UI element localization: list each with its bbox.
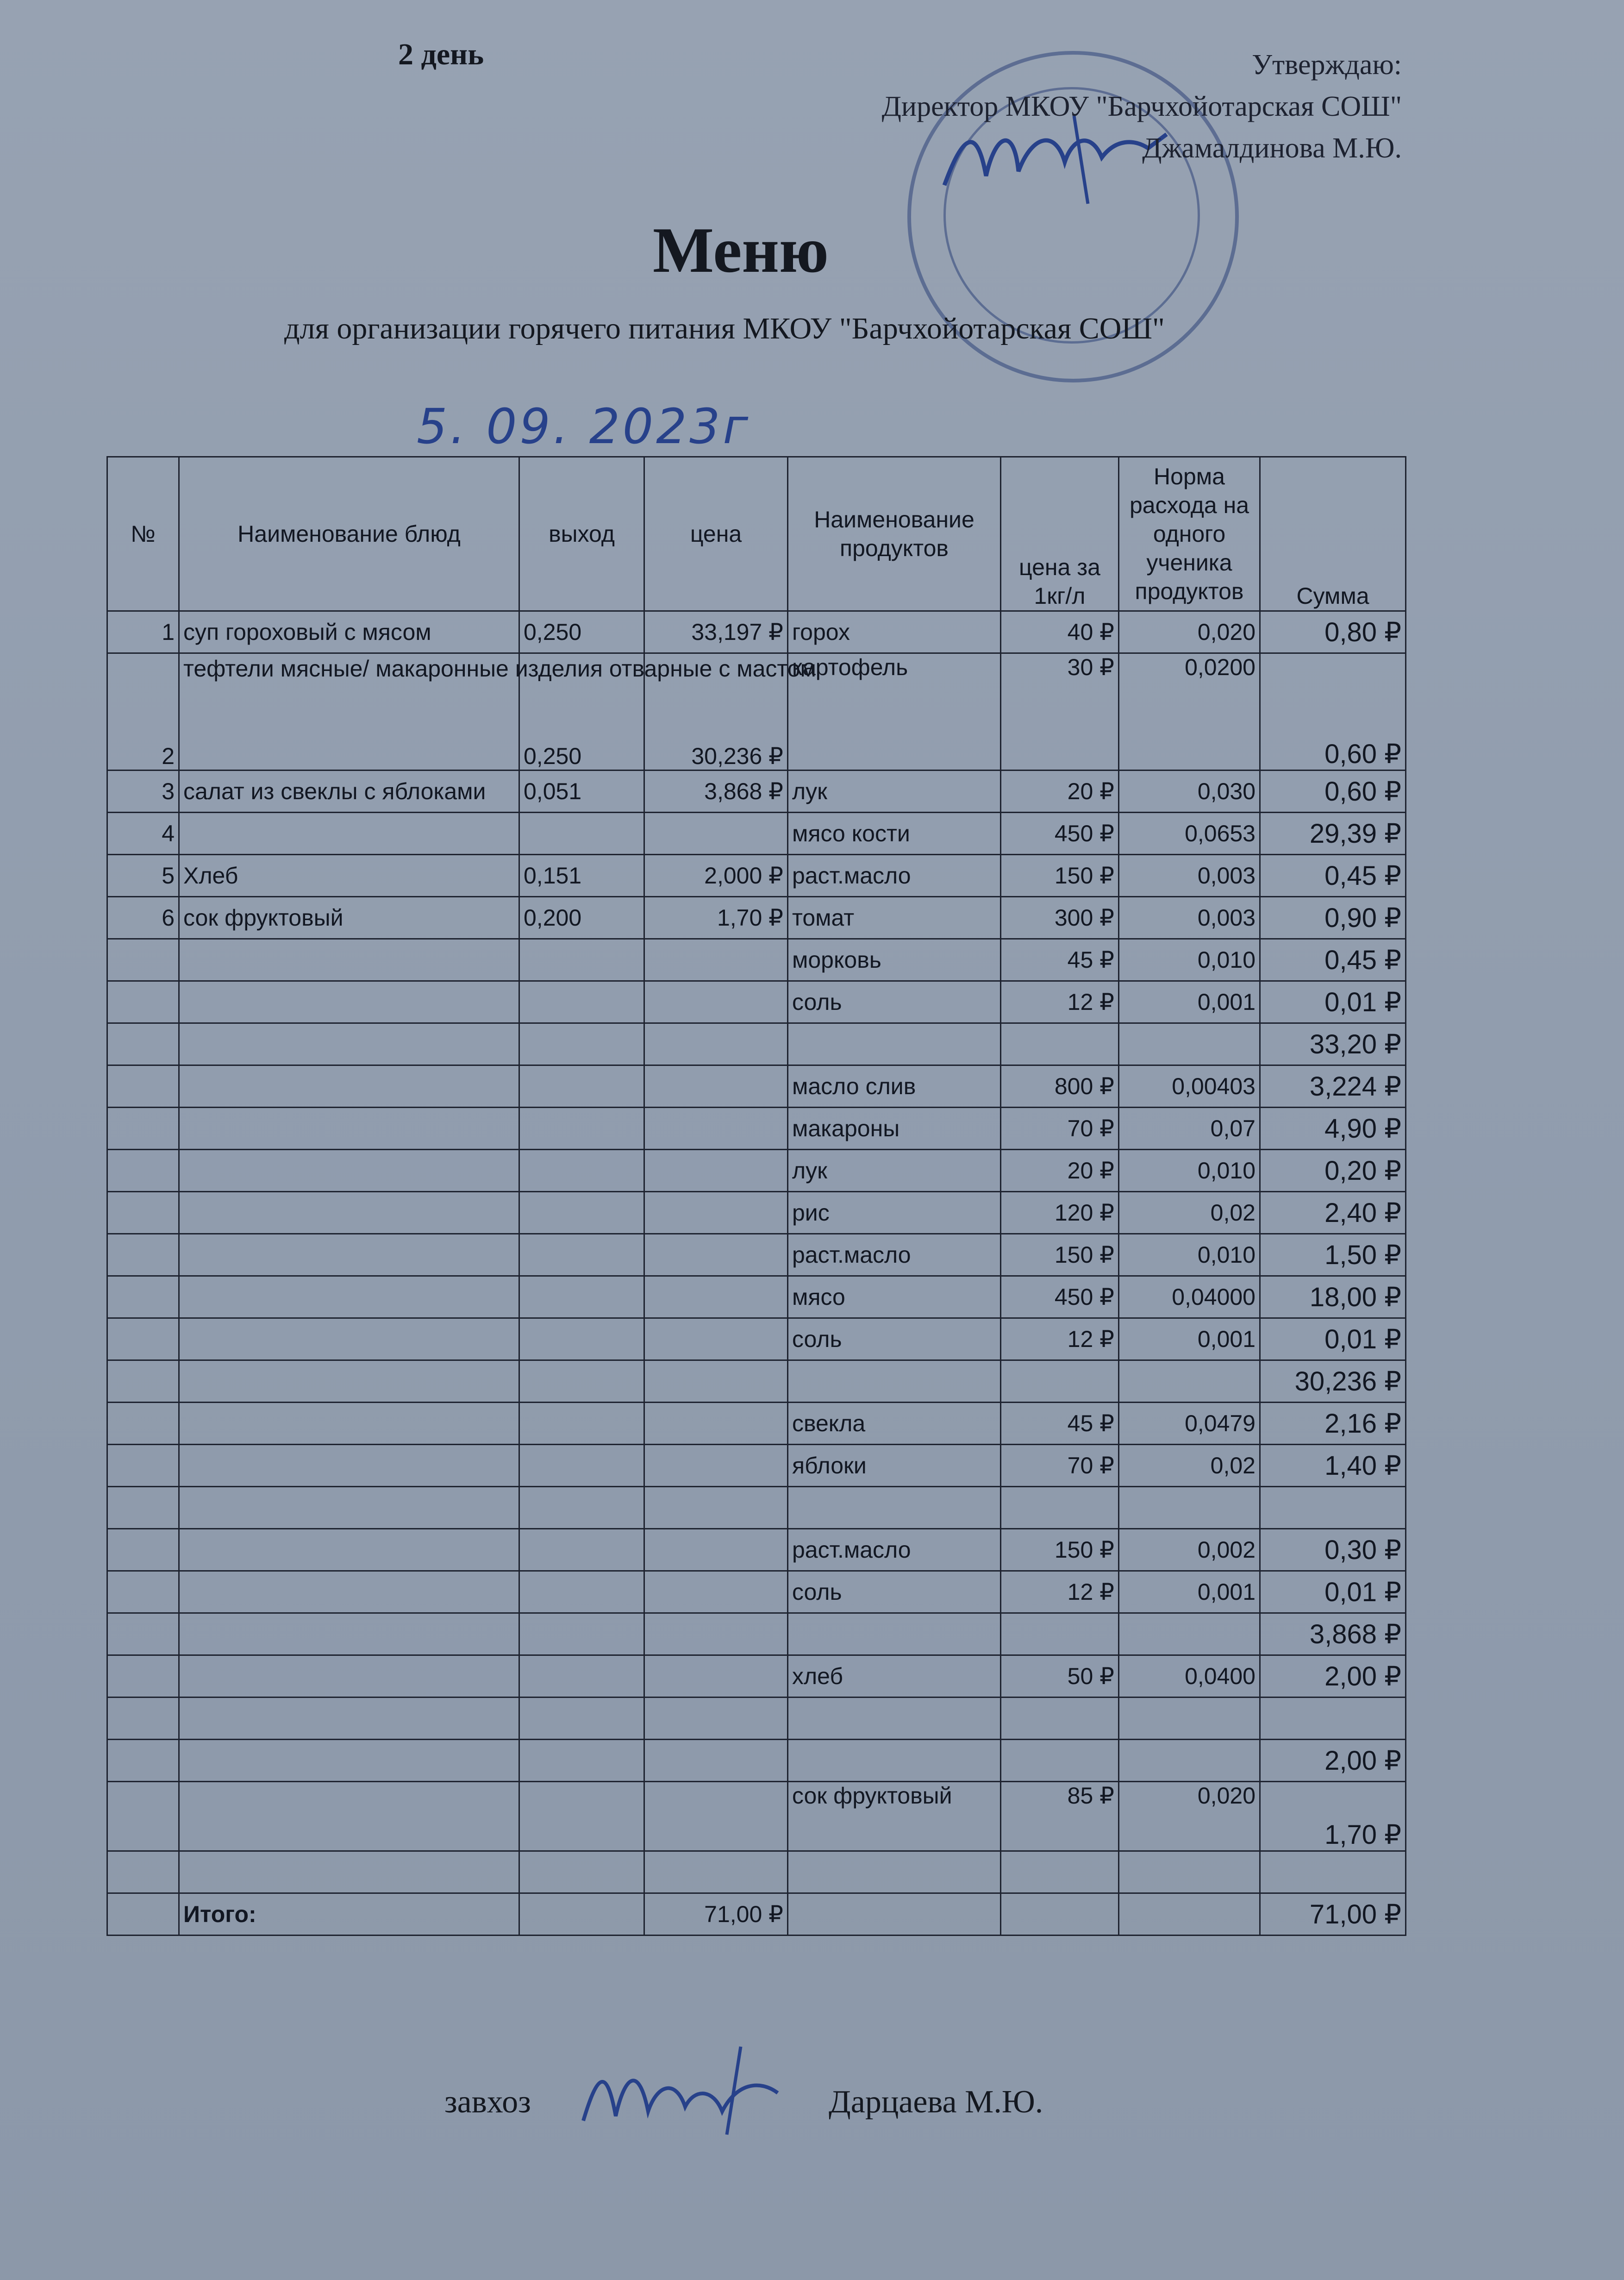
cell-price-kg: 70 ₽ <box>1001 1108 1119 1150</box>
cell-product: лук <box>788 770 1001 813</box>
cell-sum: 0,01 ₽ <box>1260 981 1406 1023</box>
cell-price <box>644 981 788 1023</box>
cell-num <box>107 1108 179 1150</box>
cell-product: соль <box>788 981 1001 1023</box>
cell-norm: 0,0479 <box>1119 1403 1260 1445</box>
cell-dish <box>179 1234 519 1276</box>
cell-dish <box>179 1360 519 1403</box>
cell-price <box>644 1571 788 1613</box>
cell-dish: тефтели мясные/ макаронные изделия отварные с мастом <box>179 653 519 770</box>
cell-dish: сок фруктовый <box>179 897 519 939</box>
cell-output <box>519 1023 644 1065</box>
table-row <box>107 939 1406 981</box>
cell-output <box>519 1065 644 1108</box>
cell-norm: 0,0400 <box>1119 1655 1260 1697</box>
cell-output <box>519 1782 644 1851</box>
cell-dish <box>179 1613 519 1655</box>
cell-num <box>107 1851 179 1893</box>
table-row <box>107 653 1406 770</box>
cell-dish <box>179 1571 519 1613</box>
cell-price-kg: 45 ₽ <box>1001 939 1119 981</box>
cell-sum: 2,40 ₽ <box>1260 1192 1406 1234</box>
cell-price-kg: 150 ₽ <box>1001 1529 1119 1571</box>
cell-price <box>644 1108 788 1150</box>
cell-dish <box>179 1697 519 1740</box>
cell-norm <box>1119 1613 1260 1655</box>
cell-num <box>107 1893 179 1935</box>
cell-price-kg: 300 ₽ <box>1001 897 1119 939</box>
table-row <box>107 1403 1406 1445</box>
cell-price <box>644 1192 788 1234</box>
cell-output <box>519 1655 644 1697</box>
cell-output <box>519 1571 644 1613</box>
cell-norm: 0,020 <box>1119 611 1260 653</box>
cell-sum: 0,20 ₽ <box>1260 1150 1406 1192</box>
cell-norm: 0,010 <box>1119 1234 1260 1276</box>
cell-norm: 0,0200 <box>1119 653 1260 770</box>
cell-output <box>519 1403 644 1445</box>
cell-price-kg: 12 ₽ <box>1001 981 1119 1023</box>
cell-price-kg: 120 ₽ <box>1001 1192 1119 1234</box>
cell-product: раст.масло <box>788 855 1001 897</box>
cell-price <box>644 1023 788 1065</box>
cell-price-kg: 150 ₽ <box>1001 855 1119 897</box>
cell-price: 30,236 ₽ <box>644 653 788 770</box>
cell-product: рис <box>788 1192 1001 1234</box>
cell-dish <box>179 1529 519 1571</box>
cell-output: 0,200 <box>519 897 644 939</box>
cell-sum: 0,45 ₽ <box>1260 855 1406 897</box>
cell-sum: 0,45 ₽ <box>1260 939 1406 981</box>
header-price-kg: цена за 1кг/л <box>1001 457 1119 611</box>
cell-price: 1,70 ₽ <box>644 897 788 939</box>
cell-price-kg: 12 ₽ <box>1001 1571 1119 1613</box>
cell-price <box>644 1150 788 1192</box>
cell-sum: 1,40 ₽ <box>1260 1445 1406 1487</box>
cell-price <box>644 1655 788 1697</box>
cell-price-kg <box>1001 1613 1119 1655</box>
cell-num <box>107 939 179 981</box>
table-row <box>107 1108 1406 1150</box>
cell-norm: 0,003 <box>1119 855 1260 897</box>
cell-price-kg: 800 ₽ <box>1001 1065 1119 1108</box>
cell-dish <box>179 1318 519 1360</box>
cell-output: 0,250 <box>519 611 644 653</box>
cell-num <box>107 1403 179 1445</box>
cell-price-kg: 450 ₽ <box>1001 1276 1119 1318</box>
footer-name: Дарцаева М.Ю. <box>829 2084 1043 2120</box>
cell-dish <box>179 1276 519 1318</box>
cell-norm <box>1119 1023 1260 1065</box>
cell-sum: 0,60 ₽ <box>1260 653 1406 770</box>
cell-norm: 0,030 <box>1119 770 1260 813</box>
total-sum: 71,00 ₽ <box>1260 1893 1406 1935</box>
total-label: Итого: <box>179 1893 519 1935</box>
table-row <box>107 981 1406 1023</box>
cell-num: 6 <box>107 897 179 939</box>
cell-price-kg <box>1001 1740 1119 1782</box>
cell-dish <box>179 1192 519 1234</box>
cell-product: морковь <box>788 939 1001 981</box>
cell-sum <box>1260 1487 1406 1529</box>
cell-dish <box>179 1740 519 1782</box>
cell-price-kg: 85 ₽ <box>1001 1782 1119 1851</box>
cell-num <box>107 1192 179 1234</box>
cell-price <box>644 1065 788 1108</box>
cell-dish <box>179 1023 519 1065</box>
cell-output: 0,051 <box>519 770 644 813</box>
cell-num: 5 <box>107 855 179 897</box>
handwritten-date: 5. 09. 2023г <box>417 398 751 455</box>
table-row <box>107 1655 1406 1697</box>
cell-product: свекла <box>788 1403 1001 1445</box>
cell-output <box>519 1740 644 1782</box>
cell-price <box>644 1318 788 1360</box>
cell-product: томат <box>788 897 1001 939</box>
header-product: Наименование продуктов <box>788 457 1001 611</box>
cell-product: сок фруктовый <box>788 1782 1001 1851</box>
cell-num <box>107 1571 179 1613</box>
cell-norm <box>1119 1487 1260 1529</box>
cell-price-kg: 50 ₽ <box>1001 1655 1119 1697</box>
cell-price-kg: 20 ₽ <box>1001 1150 1119 1192</box>
cell-output <box>519 1487 644 1529</box>
table-row <box>107 1697 1406 1740</box>
cell-sum: 0,90 ₽ <box>1260 897 1406 939</box>
cell-sum: 3,868 ₽ <box>1260 1613 1406 1655</box>
cell-dish <box>179 939 519 981</box>
cell-num <box>107 1613 179 1655</box>
cell-price <box>644 1234 788 1276</box>
footer-role: завхоз <box>444 2084 531 2120</box>
cell-price-kg <box>1001 1697 1119 1740</box>
cell-num <box>107 1782 179 1851</box>
menu-table <box>106 456 1406 1936</box>
table-row <box>107 611 1406 653</box>
cell-product <box>788 1697 1001 1740</box>
cell-dish <box>179 1851 519 1893</box>
cell-sum: 4,90 ₽ <box>1260 1108 1406 1150</box>
cell-price <box>644 1613 788 1655</box>
table-row <box>107 1529 1406 1571</box>
cell-product: мясо кости <box>788 813 1001 855</box>
cell-price-kg: 450 ₽ <box>1001 813 1119 855</box>
cell-price-kg: 12 ₽ <box>1001 1318 1119 1360</box>
cell-product <box>788 1893 1001 1935</box>
cell-num: 1 <box>107 611 179 653</box>
cell-sum <box>1260 1697 1406 1740</box>
cell-product: масло слив <box>788 1065 1001 1108</box>
cell-norm: 0,07 <box>1119 1108 1260 1150</box>
cell-price <box>644 1740 788 1782</box>
cell-output <box>519 813 644 855</box>
cell-dish <box>179 1065 519 1108</box>
cell-product <box>788 1023 1001 1065</box>
cell-output <box>519 1318 644 1360</box>
cell-num <box>107 1360 179 1403</box>
cell-sum: 1,50 ₽ <box>1260 1234 1406 1276</box>
header-norm: Норма расхода на одного ученика продуктов <box>1119 457 1260 611</box>
cell-price: 2,000 ₽ <box>644 855 788 897</box>
cell-product: соль <box>788 1318 1001 1360</box>
cell-num <box>107 1445 179 1487</box>
cell-num: 2 <box>107 653 179 770</box>
cell-product <box>788 1740 1001 1782</box>
table-row <box>107 1851 1406 1893</box>
cell-output <box>519 1851 644 1893</box>
cell-output <box>519 1893 644 1935</box>
header-price: цена <box>644 457 788 611</box>
cell-product: яблоки <box>788 1445 1001 1487</box>
cell-norm <box>1119 1697 1260 1740</box>
cell-sum: 0,80 ₽ <box>1260 611 1406 653</box>
table-row <box>107 1487 1406 1529</box>
table-row <box>107 1318 1406 1360</box>
approval-line-3: Джамалдинова М.Ю. <box>1142 132 1402 164</box>
cell-norm: 0,02 <box>1119 1445 1260 1487</box>
table-row <box>107 1234 1406 1276</box>
cell-norm: 0,010 <box>1119 1150 1260 1192</box>
cell-norm: 0,001 <box>1119 981 1260 1023</box>
cell-norm <box>1119 1740 1260 1782</box>
cell-price <box>644 1782 788 1851</box>
table-row <box>107 1782 1406 1851</box>
cell-price: 3,868 ₽ <box>644 770 788 813</box>
cell-num <box>107 1655 179 1697</box>
cell-num <box>107 1023 179 1065</box>
cell-dish <box>179 1487 519 1529</box>
cell-price-kg <box>1001 1023 1119 1065</box>
cell-product: раст.масло <box>788 1234 1001 1276</box>
approval-line-1: Утверждаю: <box>1252 49 1402 81</box>
cell-num: 3 <box>107 770 179 813</box>
cell-dish <box>179 1150 519 1192</box>
header-output: выход <box>519 457 644 611</box>
cell-output: 0,151 <box>519 855 644 897</box>
cell-output <box>519 1108 644 1150</box>
cell-sum: 3,224 ₽ <box>1260 1065 1406 1108</box>
cell-product: раст.масло <box>788 1529 1001 1571</box>
total-price: 71,00 ₽ <box>644 1893 788 1935</box>
cell-sum: 2,16 ₽ <box>1260 1403 1406 1445</box>
cell-price-kg: 45 ₽ <box>1001 1403 1119 1445</box>
table-row <box>107 1192 1406 1234</box>
cell-num <box>107 1529 179 1571</box>
cell-output <box>519 1192 644 1234</box>
cell-price <box>644 1529 788 1571</box>
cell-dish <box>179 1445 519 1487</box>
cell-num <box>107 1150 179 1192</box>
cell-output <box>519 1360 644 1403</box>
cell-sum: 0,01 ₽ <box>1260 1571 1406 1613</box>
cell-dish <box>179 813 519 855</box>
cell-num: 4 <box>107 813 179 855</box>
page-subtitle: для организации горячего питания МКОУ "Барчхойотарская СОШ" <box>284 312 1165 345</box>
cell-product: горох <box>788 611 1001 653</box>
cell-price <box>644 939 788 981</box>
approval-line-2: Директор МКОУ "Барчхойотарская СОШ" <box>881 91 1402 122</box>
page-title: Меню <box>652 214 829 286</box>
cell-num <box>107 981 179 1023</box>
cell-num <box>107 1318 179 1360</box>
cell-price-kg: 70 ₽ <box>1001 1445 1119 1487</box>
cell-dish <box>179 1403 519 1445</box>
cell-price <box>644 813 788 855</box>
cell-price: 33,197 ₽ <box>644 611 788 653</box>
table-row <box>107 1613 1406 1655</box>
day-label: 2 день <box>398 38 484 71</box>
cell-num <box>107 1065 179 1108</box>
cell-num <box>107 1487 179 1529</box>
cell-dish <box>179 1782 519 1851</box>
cell-norm: 0,001 <box>1119 1571 1260 1613</box>
cell-product: соль <box>788 1571 1001 1613</box>
table-row <box>107 1276 1406 1318</box>
table-row <box>107 1065 1406 1108</box>
cell-product: хлеб <box>788 1655 1001 1697</box>
cell-price-kg <box>1001 1487 1119 1529</box>
cell-num <box>107 1697 179 1740</box>
cell-sum: 18,00 ₽ <box>1260 1276 1406 1318</box>
cell-norm: 0,00403 <box>1119 1065 1260 1108</box>
cell-sum: 0,60 ₽ <box>1260 770 1406 813</box>
cell-product: макароны <box>788 1108 1001 1150</box>
cell-norm: 0,0653 <box>1119 813 1260 855</box>
cell-price-kg <box>1001 1893 1119 1935</box>
table-row <box>107 1023 1406 1065</box>
table-row <box>107 770 1406 813</box>
header-sum: Сумма <box>1260 457 1406 611</box>
cell-norm: 0,002 <box>1119 1529 1260 1571</box>
table-row <box>107 813 1406 855</box>
cell-sum: 2,00 ₽ <box>1260 1655 1406 1697</box>
cell-product <box>788 1487 1001 1529</box>
cell-norm <box>1119 1851 1260 1893</box>
cell-output <box>519 1613 644 1655</box>
cell-output <box>519 1276 644 1318</box>
cell-price-kg: 20 ₽ <box>1001 770 1119 813</box>
cell-sum: 0,30 ₽ <box>1260 1529 1406 1571</box>
table-row <box>107 855 1406 897</box>
cell-product: картофель <box>788 653 1001 770</box>
cell-norm: 0,020 <box>1119 1782 1260 1851</box>
cell-product: лук <box>788 1150 1001 1192</box>
cell-num <box>107 1740 179 1782</box>
cell-dish: Хлеб <box>179 855 519 897</box>
cell-price-kg: 40 ₽ <box>1001 611 1119 653</box>
header-dish: Наименование блюд <box>179 457 519 611</box>
cell-sum: 30,236 ₽ <box>1260 1360 1406 1403</box>
cell-dish <box>179 1655 519 1697</box>
cell-product <box>788 1851 1001 1893</box>
cell-dish: суп гороховый с мясом <box>179 611 519 653</box>
cell-norm: 0,003 <box>1119 897 1260 939</box>
cell-price <box>644 1360 788 1403</box>
cell-price-kg: 150 ₽ <box>1001 1234 1119 1276</box>
cell-price <box>644 1697 788 1740</box>
table-row <box>107 1150 1406 1192</box>
cell-price <box>644 1403 788 1445</box>
cell-sum <box>1260 1851 1406 1893</box>
cell-sum: 2,00 ₽ <box>1260 1740 1406 1782</box>
cell-norm: 0,02 <box>1119 1192 1260 1234</box>
cell-sum: 33,20 ₽ <box>1260 1023 1406 1065</box>
cell-output <box>519 1150 644 1192</box>
cell-product <box>788 1613 1001 1655</box>
cell-price-kg: 30 ₽ <box>1001 653 1119 770</box>
cell-output <box>519 1234 644 1276</box>
cell-price <box>644 1487 788 1529</box>
cell-output: 0,250 <box>519 653 644 770</box>
cell-product <box>788 1360 1001 1403</box>
cell-price <box>644 1276 788 1318</box>
cell-num <box>107 1276 179 1318</box>
approval-block <box>882 44 1402 169</box>
cell-price <box>644 1851 788 1893</box>
cell-price <box>644 1445 788 1487</box>
cell-dish <box>179 981 519 1023</box>
table-row <box>107 1445 1406 1487</box>
cell-output <box>519 981 644 1023</box>
table-header-row <box>107 457 1406 611</box>
table-row <box>107 1571 1406 1613</box>
cell-output <box>519 1445 644 1487</box>
cell-norm: 0,001 <box>1119 1318 1260 1360</box>
cell-norm <box>1119 1893 1260 1935</box>
table-row <box>107 1360 1406 1403</box>
cell-dish <box>179 1108 519 1150</box>
cell-output <box>519 1697 644 1740</box>
cell-product: мясо <box>788 1276 1001 1318</box>
total-row <box>107 1893 1406 1935</box>
cell-price-kg <box>1001 1851 1119 1893</box>
cell-norm: 0,04000 <box>1119 1276 1260 1318</box>
cell-sum: 29,39 ₽ <box>1260 813 1406 855</box>
cell-price-kg <box>1001 1360 1119 1403</box>
table-row <box>107 1740 1406 1782</box>
table-body <box>107 611 1406 1935</box>
cell-output <box>519 1529 644 1571</box>
cell-output <box>519 939 644 981</box>
table-row <box>107 897 1406 939</box>
header-num: № <box>107 457 179 611</box>
cell-sum: 0,01 ₽ <box>1260 1318 1406 1360</box>
cell-num <box>107 1234 179 1276</box>
cell-norm <box>1119 1360 1260 1403</box>
cell-dish: салат из свеклы с яблоками <box>179 770 519 813</box>
cell-norm: 0,010 <box>1119 939 1260 981</box>
cell-sum: 1,70 ₽ <box>1260 1782 1406 1851</box>
storekeeper-signature <box>574 2037 796 2139</box>
